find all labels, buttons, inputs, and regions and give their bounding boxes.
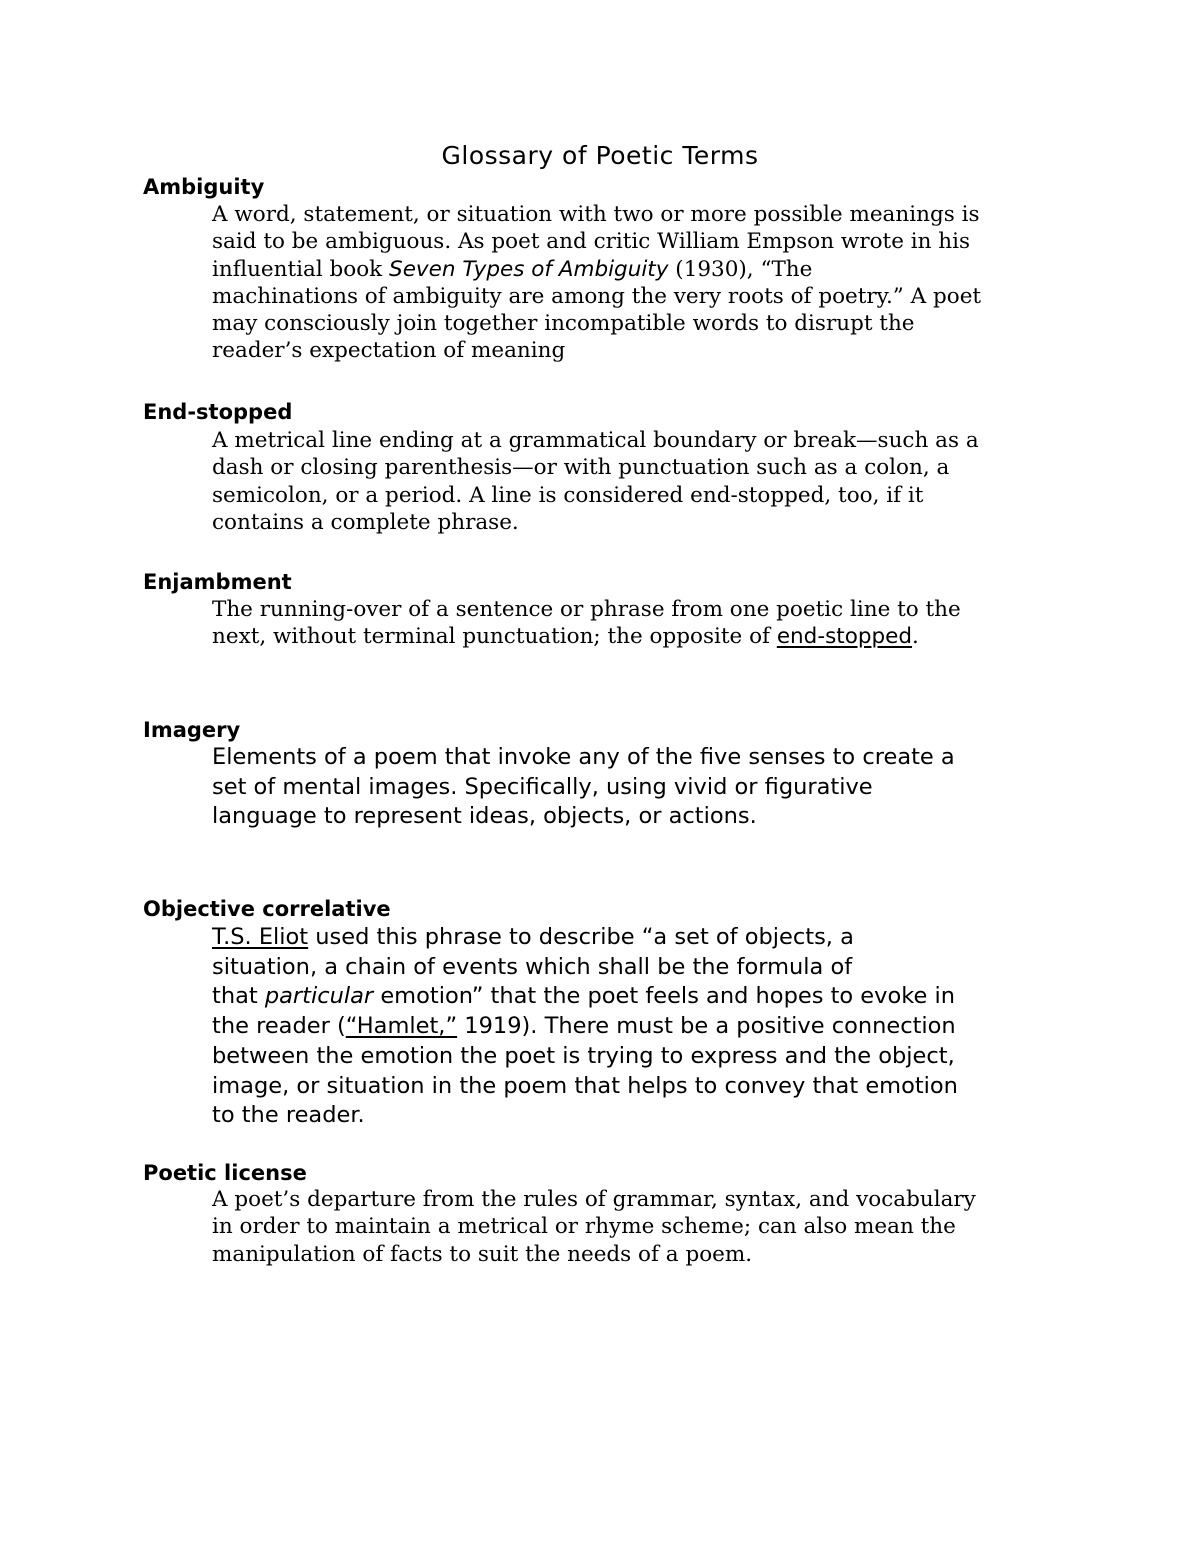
- definition-line: machinations of ambiguity are among the very roots of poetry.” A poet: [212, 283, 982, 309]
- definition-line: may consciously join together incompatible words to disrupt the: [212, 311, 915, 337]
- definition-line: situation, a chain of events which shall be the formula of: [212, 953, 853, 980]
- definition-line: [212, 623, 961, 650]
- definition-line: language to represent ideas, objects, or actions.: [212, 803, 757, 830]
- definition-line: between the emotion the poet is trying to express and the object,: [212, 1042, 955, 1069]
- definition-line: The running-over of a sentence or phrase from one poetic line to the: [212, 597, 961, 622]
- definition-line: Elements of a poem that invoke any of the five senses to create a: [212, 744, 955, 770]
- definition-line: in order to maintain a metrical or rhyme scheme; can also mean the: [212, 1214, 956, 1240]
- definition-text: 1919). There must be a positive connection: [457, 1013, 956, 1040]
- definition-line: contains a complete phrase.: [212, 509, 519, 535]
- definition-line: reader’s expectation of meaning: [212, 338, 566, 364]
- definition-line: [212, 1012, 958, 1042]
- definition-ambiguity: [212, 201, 981, 365]
- definition-line: said to be ambiguous. As poet and critic William Empson wrote in his: [212, 229, 971, 255]
- definition-text: emotion” that the poet feels and hopes to evoke in: [373, 983, 955, 1010]
- term-end-stopped: End-stopped: [143, 400, 293, 424]
- definition-text: (1930), “The: [668, 256, 813, 282]
- definition-line: dash or closing parenthesis—or with punctuation such as a colon, a: [212, 455, 950, 481]
- definition-text: used this phrase to describe “a set of objects, a: [308, 924, 854, 950]
- definition-text: the reader (: [212, 1013, 346, 1040]
- definition-line: A poet’s departure from the rules of grammar, syntax, and vocabulary: [212, 1187, 976, 1212]
- definition-poetic-license: [212, 1186, 976, 1268]
- definition-line: set of mental images. Specifically, using vivid or figurative: [212, 773, 873, 800]
- ts-eliot-link[interactable]: T.S. Eliot: [212, 924, 309, 950]
- definition-text: influential book: [212, 256, 390, 282]
- definition-line: [212, 256, 981, 283]
- definition-text: .: [912, 624, 919, 650]
- term-imagery: Imagery: [143, 718, 241, 742]
- term-enjambment: Enjambment: [143, 570, 292, 594]
- term-ambiguity: Ambiguity: [143, 175, 265, 199]
- definition-line: image, or situation in the poem that helps to convey that emotion: [212, 1072, 958, 1099]
- definition-imagery: [212, 743, 955, 832]
- definition-line: A metrical line ending at a grammatical boundary or break—such as a: [212, 428, 979, 453]
- definition-enjambment: [212, 596, 961, 651]
- book-title-seven-types-of-ambiguity: Seven Types of Ambiguity: [389, 256, 669, 282]
- hamlet-link[interactable]: “Hamlet,”: [345, 1013, 458, 1040]
- definition-text: next, without terminal punctuation; the opposite of: [212, 624, 777, 650]
- emphasis-particular: particular: [264, 983, 374, 1010]
- page-title: Glossary of Poetic Terms: [441, 141, 759, 170]
- definition-line: [212, 923, 958, 953]
- definition-line: to the reader.: [212, 1102, 365, 1129]
- end-stopped-link[interactable]: end-stopped: [776, 624, 913, 650]
- definition-line: semicolon, or a period. A line is considered end-stopped, too, if it: [212, 482, 924, 508]
- definition-end-stopped: [212, 427, 979, 536]
- term-poetic-license: Poetic license: [143, 1161, 307, 1185]
- definition-text: that: [212, 983, 265, 1010]
- definition-line: [212, 982, 958, 1012]
- term-objective-correlative: Objective correlative: [143, 897, 391, 921]
- definition-line: A word, statement, or situation with two or more possible meanings is: [212, 202, 980, 227]
- definition-objective-correlative: [212, 923, 958, 1131]
- definition-line: manipulation of facts to suit the needs of a poem.: [212, 1241, 753, 1267]
